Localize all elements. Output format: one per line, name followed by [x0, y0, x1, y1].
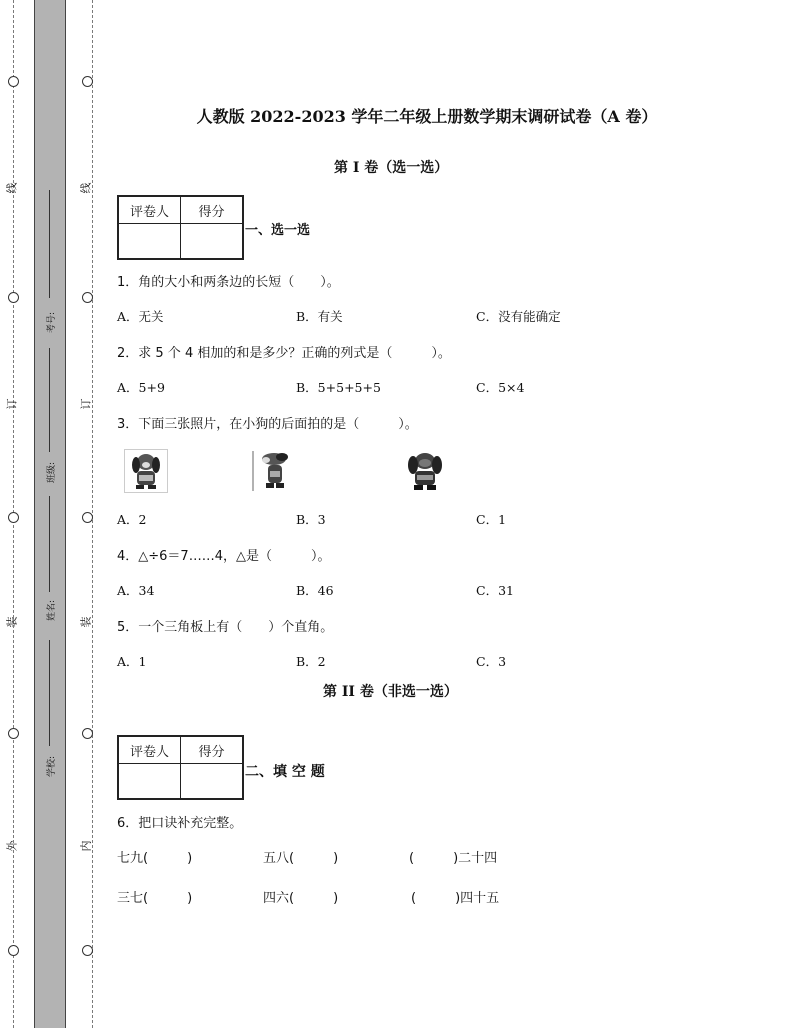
- page-title: 人教版 2022-2023 学年二年级上册数学期末调研试卷（A 卷）: [196, 107, 658, 126]
- part2-heading: 第 II 卷（非选一选）: [323, 684, 458, 700]
- margin-char-ding-inner: 订: [79, 398, 93, 410]
- score-label: 得分: [181, 196, 244, 224]
- score-label: 得分: [181, 736, 244, 764]
- q1-option-a: A．无关: [117, 309, 164, 324]
- margin-char-ding-outer: 订: [5, 398, 19, 410]
- field-line-exam-number: [49, 190, 50, 298]
- binding-strip: [34, 0, 66, 1028]
- q2-option-b: B．5+5+5+5: [296, 380, 381, 395]
- margin-char-xian-outer: 线: [5, 182, 19, 194]
- field-label-name: 姓名:: [47, 599, 58, 622]
- field-label-class: 班级:: [47, 461, 58, 484]
- question-1: 1．角的大小和两条边的长短（ ）。: [117, 275, 340, 290]
- q2-option-a: A．5+9: [117, 380, 165, 395]
- question-4: 4．△÷6＝7……4，△是（ ）。: [117, 549, 331, 564]
- q3-option-c: C．1: [476, 512, 507, 527]
- grader-cell: [118, 224, 181, 260]
- margin-char-wai: 外: [5, 840, 19, 852]
- q4-option-c: C．31: [476, 583, 514, 598]
- grader-label: 评卷人: [118, 196, 181, 224]
- q1-option-c: C．没有能确定: [476, 309, 561, 324]
- punch-hole: [8, 76, 19, 87]
- field-label-school: 学校:: [47, 755, 58, 778]
- q3-option-b: B．3: [296, 512, 326, 527]
- q1-option-b: B．有关: [296, 309, 343, 324]
- section1-title: 一、选一选: [245, 223, 311, 238]
- punch-hole: [8, 945, 19, 956]
- q6-blank-5: 四六( ): [263, 891, 339, 906]
- question-6: 6．把口诀补充完整。: [117, 816, 243, 831]
- part1-heading: 第 I 卷（选一选）: [334, 160, 449, 176]
- margin-char-zhuang-inner: 装: [79, 616, 93, 628]
- question-5: 5．一个三角板上有（ ）个直角。: [117, 620, 334, 635]
- score-cell: [181, 224, 244, 260]
- punch-hole: [8, 292, 19, 303]
- q6-blank-6: ( )四十五: [411, 891, 500, 906]
- field-line-class: [49, 348, 50, 452]
- q6-blank-1: 七九( ): [117, 851, 193, 866]
- margin-char-zhuang-outer: 装: [5, 616, 19, 628]
- q6-blank-2: 五八( ): [263, 851, 339, 866]
- q5-option-c: C．3: [476, 654, 507, 669]
- question-3: 3．下面三张照片，在小狗的后面拍的是（ ）。: [117, 417, 418, 432]
- field-line-school: [49, 640, 50, 746]
- q2-option-c: C．5×4: [476, 380, 525, 395]
- q6-blank-3: ( )二十四: [409, 851, 498, 866]
- grader-label: 评卷人: [118, 736, 181, 764]
- q4-option-b: B．46: [296, 583, 334, 598]
- punch-hole: [82, 292, 93, 303]
- field-line-name: [49, 496, 50, 592]
- margin-char-xian-inner: 线: [79, 182, 93, 194]
- grader-table-2: [117, 735, 244, 800]
- q4-option-a: A．34: [117, 583, 155, 598]
- dog-photo-2: [252, 449, 296, 493]
- q5-option-a: A．1: [117, 654, 147, 669]
- field-label-exam-number: 考号:: [47, 311, 58, 334]
- grader-cell: [118, 764, 181, 800]
- dog-photo-1: [124, 449, 168, 493]
- punch-hole: [82, 728, 93, 739]
- punch-hole: [8, 728, 19, 739]
- grader-table-1: [117, 195, 244, 260]
- punch-hole: [82, 945, 93, 956]
- question-2: 2．求 5 个 4 相加的和是多少？正确的列式是（ ）。: [117, 346, 451, 361]
- dog-photo-3: [403, 449, 447, 493]
- q3-option-a: A．2: [117, 512, 147, 527]
- q6-blank-4: 三七( ): [117, 891, 193, 906]
- punch-hole: [82, 76, 93, 87]
- q5-option-b: B．2: [296, 654, 326, 669]
- punch-hole: [8, 512, 19, 523]
- margin-char-nei: 内: [79, 840, 93, 852]
- punch-hole: [82, 512, 93, 523]
- section2-title: 二、填 空 题: [245, 764, 325, 780]
- score-cell: [181, 764, 244, 800]
